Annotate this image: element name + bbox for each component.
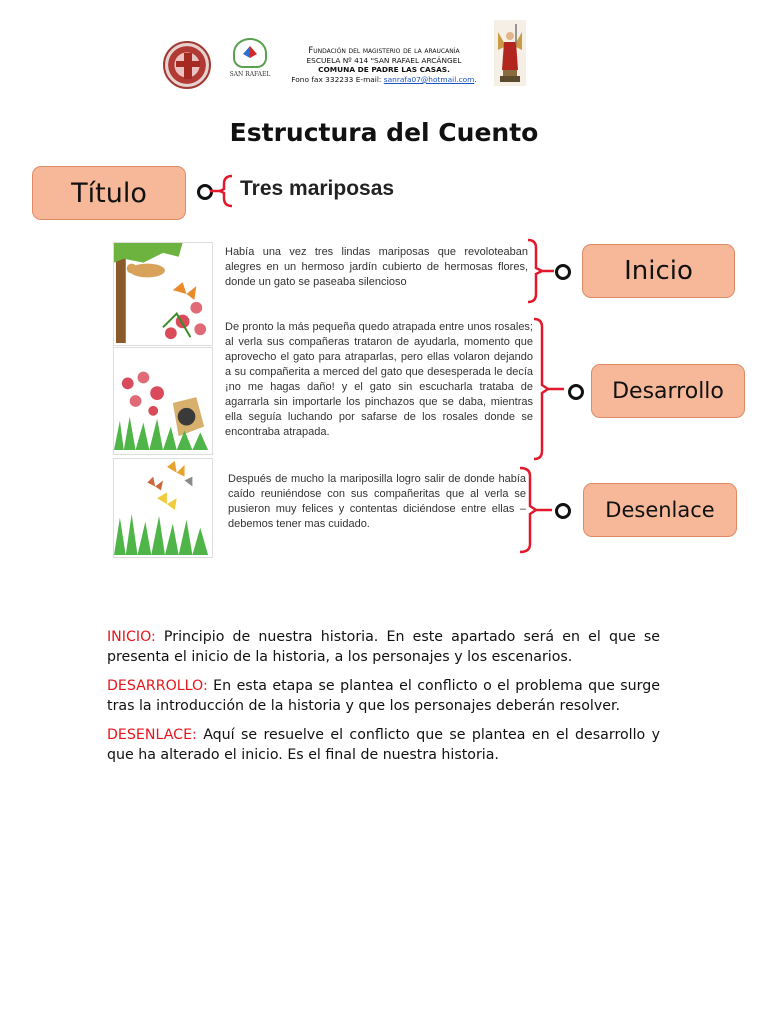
san-rafael-logo bbox=[229, 30, 271, 84]
titulo-box: Título bbox=[32, 166, 186, 220]
definition-inicio bbox=[107, 627, 660, 667]
definition-desenlace bbox=[107, 725, 660, 765]
definition-text: Principio de nuestra historia. En este apartado será en el que se presenta el inicio de la historia, a los personajes y los escenarios. bbox=[107, 629, 660, 665]
definitions-section bbox=[107, 627, 660, 774]
definition-text: En esta etapa se plantea el conflicto o el problema que surge tras la introducción de la historia y que los personajes deberán resolver. bbox=[107, 678, 660, 714]
roses-cat-illustration bbox=[113, 347, 213, 455]
butterflies-illustration bbox=[113, 458, 213, 558]
school-header bbox=[280, 46, 488, 84]
definition-desarrollo bbox=[107, 676, 660, 716]
school-seal-logo bbox=[163, 41, 211, 89]
page-title: Estructura del Cuento bbox=[229, 118, 539, 147]
inicio-bracket bbox=[526, 238, 556, 304]
desenlace-bracket bbox=[518, 466, 554, 554]
desenlace-paragraph: Después de mucho la mariposilla logro salir de donde había caído reuniéndose con sus compañeritas que al verla se pusieron muy felices y contentas diciéndose entre ellas – debemos tener mas cuidado. bbox=[228, 473, 526, 530]
desenlace-box: Desenlace bbox=[583, 483, 737, 537]
cat-tree-illustration bbox=[113, 242, 213, 346]
desarrollo-paragraph: De pronto la más pequeña quedo atrapada entre unos rosales; al verla sus compañeras trataron de ayudarla, momento que aprovecho el gato para atraparlas, pero ellas volaron dejando a su compañerita a merced del gato que desesperada le decía ¡no me hagas daño! y el gato sin escucharla trataba de agarrarla sin importarle los pinchazos que se daba, mientras ella seguía luchando por safarse de los rosales donde se encontraba atrapada. bbox=[225, 321, 533, 438]
logo-text: SAN RAFAEL bbox=[229, 71, 271, 78]
school-line-4: Fono fax 332233 E-mail: sanrafa07@hotmail.com. bbox=[291, 74, 477, 84]
term-inicio: INICIO: bbox=[107, 629, 156, 645]
inicio-paragraph: Había una vez tres lindas mariposas que revoloteaban alegres en un hermoso jardín cubierto de hermosas flores, donde un gato se paseaba silencioso bbox=[225, 246, 528, 288]
term-desarrollo: DESARROLLO: bbox=[107, 678, 208, 694]
school-line-2: ESCUELA Nº 414 "SAN RAFAEL ARCÁNGEL bbox=[306, 55, 462, 65]
school-line-3: COMUNA DE PADRE LAS CASAS. bbox=[318, 65, 450, 75]
desarrollo-connector-ring bbox=[568, 384, 584, 400]
desarrollo-box: Desarrollo bbox=[591, 364, 745, 418]
titulo-bracket bbox=[210, 174, 240, 208]
story-title: Tres mariposas bbox=[240, 177, 395, 200]
inicio-box: Inicio bbox=[582, 244, 735, 298]
archangel-statue-image bbox=[494, 20, 526, 86]
desarrollo-bracket bbox=[532, 317, 568, 461]
email-link[interactable]: sanrafa07@hotmail.com bbox=[383, 74, 475, 84]
desenlace-connector-ring bbox=[555, 503, 571, 519]
term-desenlace: DESENLACE: bbox=[107, 727, 197, 743]
school-line-1: Fundación del magisterio de la araucanía bbox=[308, 45, 460, 55]
inicio-connector-ring bbox=[555, 264, 571, 280]
definition-text: Aquí se resuelve el conflicto que se plantea en el desarrollo y que ha alterado el inicio. Es el final de nuestra historia. bbox=[107, 727, 660, 763]
